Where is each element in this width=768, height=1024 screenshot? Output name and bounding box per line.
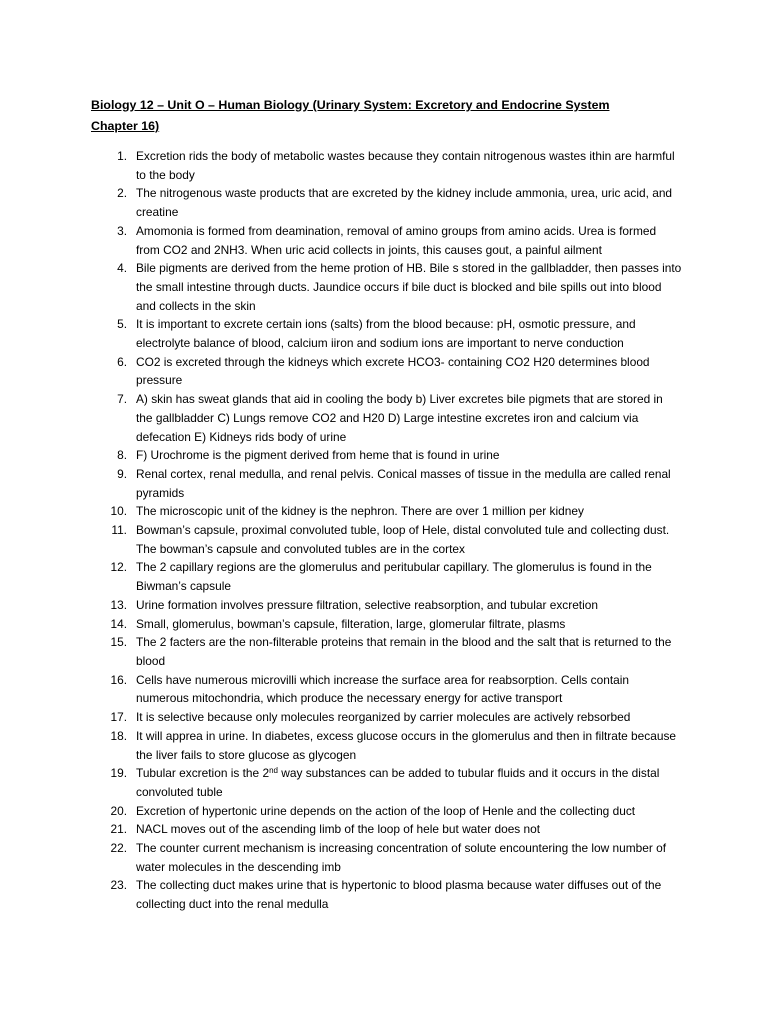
item-text: Excretion rids the body of metabolic wastes because they contain nitrogenous wastes ithin are harmful to the body	[136, 149, 675, 182]
item-text	[136, 764, 682, 801]
item-text: The 2 capillary regions are the glomerulus and peritubular capillary. The glomerulus is found in the Biwman’s capsule	[136, 560, 652, 594]
list-item	[91, 727, 708, 764]
item-number: 12.	[110, 560, 127, 575]
list-item	[91, 521, 708, 558]
list-item	[91, 390, 708, 446]
item-number: 21.	[110, 822, 127, 837]
item-text: Bile pigments are derived from the heme protion of HB. Bile s stored in the gallbladder, then passes into the small intestine through ducts. Jaundice occurs if bile duct is blocked and bile spills out into blood and collects in the skin	[136, 261, 682, 313]
list-item	[91, 820, 708, 839]
item-number: 5.	[117, 317, 127, 332]
item-number: 3.	[117, 223, 127, 238]
item-text: Excretion of hypertonic urine depends on the action of the loop of Henle and the collecting duct	[136, 803, 636, 818]
list-item	[91, 259, 708, 315]
item-text: Renal cortex, renal medulla, and renal pelvis. Conical masses of tissue in the medulla are called renal pyramids	[136, 466, 671, 500]
item-number: 14.	[110, 616, 127, 631]
item-number: 4.	[117, 261, 127, 276]
item-text: It will apprea in urine. In diabetes, excess glucose occurs in the glomerulus and then in filtrate because the liver fails to store glucose as glycogen	[136, 728, 677, 762]
item-number: 1.	[117, 149, 127, 163]
item-text: NACL moves out of the ascending limb of the loop of hele but water does not	[136, 822, 541, 837]
item-text: Bowman’s capsule, proximal convoluted tuble, loop of Hele, distal convoluted tule and collecting dust. The bowman’s capsule and convoluted tubles are in the cortex	[136, 523, 670, 556]
item-number: 17.	[110, 710, 127, 725]
list-item	[91, 708, 708, 727]
item-text: A) skin has sweat glands that aid in cooling the body b) Liver excretes bile pigmets that are stored in the gallbladder C) Lungs remove CO2 and H20 D) Large intestine excretes iron and calcium via defecation E) Kidneys rids body of urine	[136, 392, 663, 444]
item-text: Urine formation involves pressure filtration, selective reabsorption, and tubular excretion	[136, 597, 598, 612]
list-item	[91, 558, 708, 595]
item-number: 7.	[117, 392, 127, 407]
list-item	[91, 502, 708, 521]
item-number: 18.	[110, 728, 127, 743]
item-number: 6.	[117, 354, 127, 369]
item-number: 19.	[110, 766, 127, 781]
item-text-part: Tubular excretion is the 2	[136, 766, 270, 781]
list-item	[91, 633, 708, 670]
item-number: 8.	[117, 448, 127, 463]
answer-list	[91, 147, 708, 914]
item-number: 2.	[117, 186, 127, 201]
item-number: 22.	[110, 841, 127, 856]
item-text: Cells have numerous microvilli which increase the surface area for reabsorption. Cells contain numerous mitochondria, which produce the necessary energy for active transport	[136, 672, 630, 706]
item-text: The nitrogenous waste products that are excreted by the kidney include ammonia, urea, uric acid, and creatine	[136, 186, 673, 220]
item-text: F) Urochrome is the pigment derived from heme that is found in urine	[136, 448, 500, 463]
item-text: It is selective because only molecules reorganized by carrier molecules are actively rebsorbed	[136, 710, 631, 725]
item-number: 9.	[117, 466, 127, 481]
list-item	[91, 876, 708, 913]
list-item	[91, 671, 708, 708]
item-text: Amomonia is formed from deamination, removal of amino groups from amino acids. Urea is formed from CO2 and 2NH3. When uric acid collects in joints, this causes gout, a painful ailment	[136, 223, 657, 257]
list-item	[91, 184, 708, 221]
list-item	[91, 839, 708, 876]
list-item	[91, 315, 708, 352]
item-number: 11.	[111, 523, 127, 538]
item-number: 13.	[110, 597, 127, 612]
item-number: 16.	[110, 672, 127, 687]
item-text: CO2 is excreted through the kidneys which excrete HCO3- containing CO2 H20 determines blood pressure	[136, 354, 650, 388]
item-text: Small, glomerulus, bowman’s capsule, filteration, large, glomerular filtrate, plasms	[136, 616, 566, 631]
list-item	[91, 446, 708, 465]
item-number: 23.	[110, 878, 127, 893]
list-item	[91, 615, 708, 634]
list-item	[91, 353, 708, 390]
item-text: The microscopic unit of the kidney is the nephron. There are over 1 million per kidney	[136, 504, 584, 519]
item-number: 20.	[110, 803, 127, 818]
list-item	[91, 222, 708, 259]
list-item	[91, 802, 708, 821]
list-item	[91, 764, 708, 801]
item-text: It is important to excrete certain ions (salts) from the blood because: pH, osmotic pressure, and electrolyte balance of blood, calcium iiron and sodium ions are important to nerve conduction	[136, 317, 636, 351]
list-item	[91, 596, 708, 615]
item-number: 15.	[110, 635, 127, 650]
item-text: The 2 facters are the non-filterable proteins that remain in the blood and the salt that is returned to the blood	[136, 635, 672, 668]
list-item	[91, 465, 708, 502]
item-superscript: nd	[269, 766, 278, 776]
list-item	[91, 147, 708, 184]
document-title: Biology 12 – Unit O – Human Biology (Urinary System: Excretory and Endocrine System Chapter 16)	[91, 98, 610, 133]
item-number: 10.	[110, 504, 127, 519]
item-text-part: way substances can be added to tubular fluids and it occurs in the distal convoluted tuble	[136, 766, 660, 799]
item-text: The counter current mechanism is increasing concentration of solute encountering the low number of water molecules in the descending imb	[136, 841, 667, 874]
item-text: The collecting duct makes urine that is hypertonic to blood plasma because water diffuses out of the collecting duct into the renal medulla	[136, 878, 662, 912]
